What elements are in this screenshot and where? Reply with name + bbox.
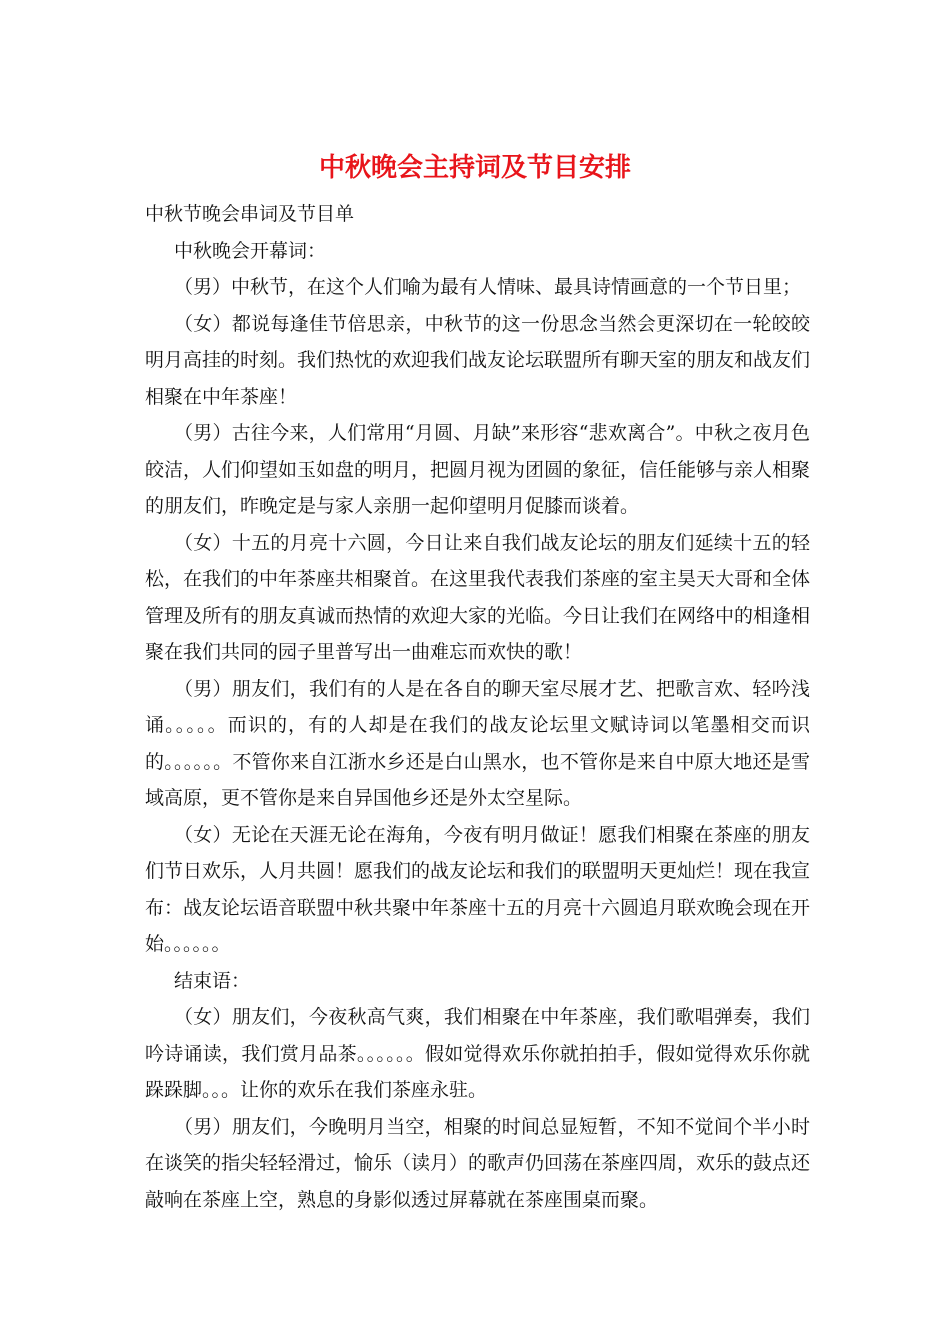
paragraph: （男）古往今来，人们常用“月圆、月缺”来形容“悲欢离合”。中秋之夜月色皎洁，人们仰望如玉如盘的明月，把圆月视为团圆的象征，信任能够与亲人相聚的朋友们，昨晚定是与家人亲朋一起仰望明月促膝而谈着。 — [145, 422, 811, 517]
paragraph: （女）十五的月亮十六圆，今日让来自我们战友论坛的朋友们延续十五的轻松，在我们的中年茶座共相聚首。在这里我代表我们茶座的室主昊天大哥和全体管理及所有的朋友真诚而热情的欢迎大家的光临。今日让我们在网络中的相逢相聚在我们共同的园子里普写出一曲难忘而欢快的歌！ — [145, 531, 811, 663]
document-title: 中秋晚会主持词及节目安排 — [318, 153, 631, 183]
closing-heading: 结束语： — [174, 969, 251, 992]
paragraph: （女）无论在天涯无论在海角，今夜有明月做证！愿我们相聚在茶座的朋友们节日欢乐，人月共圆！愿我们的战友论坛和我们的联盟明天更灿烂！现在我宣布：战友论坛语音联盟中秋共聚中年茶座十五的月亮十六圆追月联欢晚会现在开始。。。。。。 — [145, 823, 811, 955]
paragraph: （男）中秋节，在这个人们喻为最有人情味、最具诗情画意的一个节日里； — [174, 276, 802, 298]
opening-heading: 中秋晚会开幕词： — [174, 239, 327, 262]
paragraph: （男）朋友们，今晚明月当空，相聚的时间总显短暂，不知不觉间个半小时在谈笑的指尖轻轻滑过，愉乐（读月）的歌声仍回荡在茶座四周，欢乐的鼓点还敲响在茶座上空，熟息的身影似透过屏幕就在茶座围桌而聚。 — [145, 1115, 811, 1211]
document-subtitle: 中秋节晚会串词及节目单 — [145, 203, 355, 225]
paragraph: （女）朋友们，今夜秋高气爽，我们相聚在中年茶座，我们歌唱弹奏，我们吟诗诵读，我们赏月品茶。。。。。。假如觉得欢乐你就拍拍手，假如觉得欢乐你就跺跺脚。。。让你的欢乐在我们茶座永驻。 — [145, 1006, 810, 1101]
paragraph: （女）都说每逢佳节倍思亲，中秋节的这一份思念当然会更深切在一轮皎皎明月高挂的时刻。我们热忱的欢迎我们战友论坛联盟所有聊天室的朋友和战友们相聚在中年茶座！ — [145, 312, 811, 408]
document-body — [145, 196, 810, 1218]
paragraph: （男）朋友们，我们有的人是在各自的聊天室尽展才艺、把歌言欢、轻吟浅诵。。。。。而识的，有的人却是在我们的战友论坛里文赋诗词以笔墨相交而识的。。。。。。不管你来自江浙水乡还是白山黑水，也不管你是来自中原大地还是雪域高原，更不管你是来自异国他乡还是外太空星际。 — [145, 677, 810, 809]
